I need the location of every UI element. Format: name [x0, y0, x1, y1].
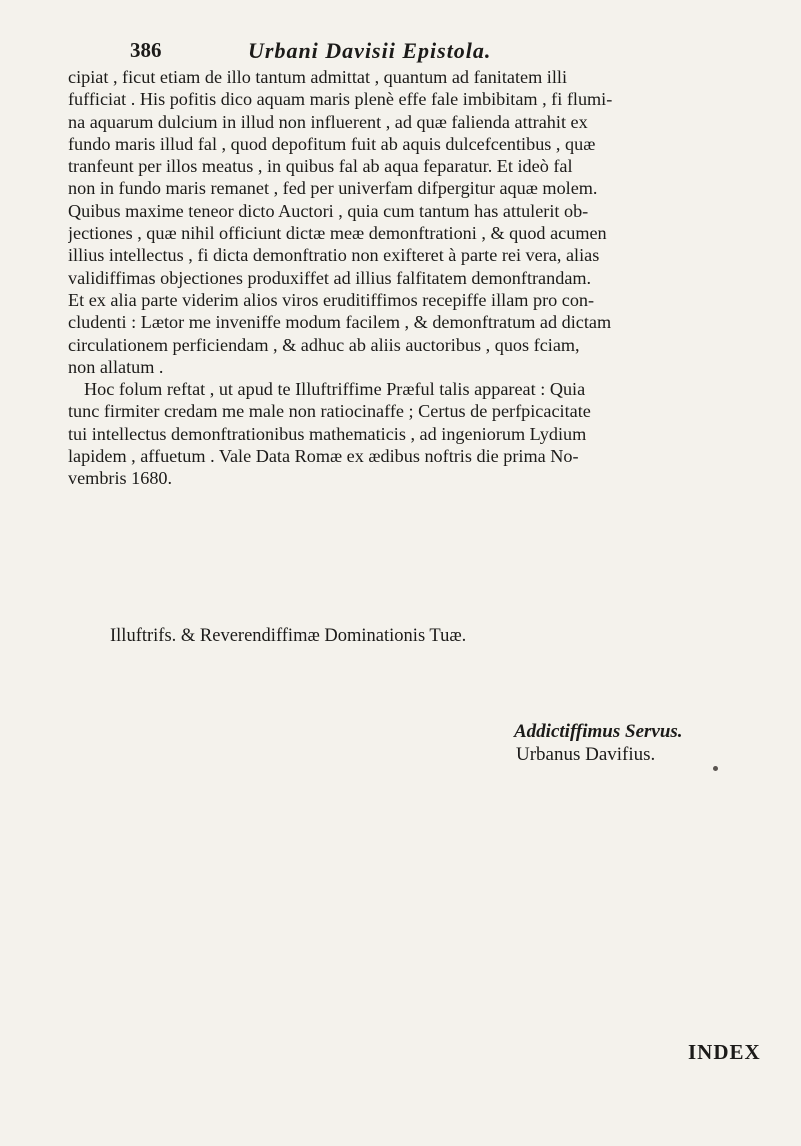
signature-closing: Addictiffimus Servus.	[514, 721, 683, 742]
text-line: tranfeunt per illos meatus , in quibus fal ab aqua feparatur. Et ideò fal	[68, 156, 573, 177]
text-line: jectiones , quæ nihil officiunt dictæ meæ demonftrationi , & quod acumen	[68, 223, 607, 244]
ink-speck	[713, 766, 718, 771]
text-line: Hoc folum reftat , ut apud te Illuftriffime Præful talis appareat : Quia	[84, 379, 586, 400]
text-line: vembris 1680.	[68, 468, 173, 489]
letter-body	[68, 66, 763, 490]
text-line: non allatum .	[68, 356, 164, 377]
text-line: na aquarum dulcium in illud non influerent , ad quæ falienda attrahit ex	[68, 111, 588, 132]
page-number: 386	[130, 38, 162, 62]
running-title: Urbani Davisii Epistola.	[248, 38, 492, 63]
page-header	[130, 38, 690, 68]
text-line: cludenti : Lætor me inveniffe modum facilem , & demonftratum ad dictam	[68, 312, 612, 333]
text-line: fufficiat . His pofitis dico aquam maris plenè effe fale imbibitam , fi flumi-	[68, 89, 613, 110]
text-line: tui intellectus demonftrationibus mathematicis , ad ingeniorum Lydium	[68, 423, 587, 444]
text-line: Quibus maxime teneor dicto Auctori , quia cum tantum has attulerit ob-	[68, 200, 589, 221]
catchword: INDEX	[688, 1040, 761, 1064]
text-line: non in fundo maris remanet , fed per univerfam difpergitur aquæ molem.	[68, 178, 598, 199]
text-line: Et ex alia parte viderim alios viros eruditiffimos recepiffe illam pro con-	[68, 289, 595, 310]
text-line: lapidem , affuetum . Vale Data Romæ ex ædibus noftris die prima No-	[68, 446, 579, 467]
signature-name: Urbanus Davifius.	[516, 744, 656, 765]
text-line: validiffimas objectiones produxiffet ad illius falfitatem demonftrandam.	[68, 267, 592, 288]
text-line: cipiat , ficut etiam de illo tantum admittat , quantum ad fanitatem illi	[68, 67, 568, 87]
text-line: illius intellectus , fi dicta demonftratio non exifteret à parte rei vera, alias	[68, 245, 600, 266]
closing-salutation: Illuftrifs. & Reverendiffimæ Dominationis Tuæ.	[110, 626, 467, 646]
text-line: circulationem perficiendam , & adhuc ab aliis auctoribus , quos fciam,	[68, 334, 580, 355]
text-line: fundo maris illud fal , quod depofitum fuit ab aquis dulcefcentibus , quæ	[68, 133, 596, 154]
text-line: tunc firmiter credam me male non ratiocinaffe ; Certus de perfpicacitate	[68, 401, 591, 422]
signature-block	[514, 720, 683, 766]
